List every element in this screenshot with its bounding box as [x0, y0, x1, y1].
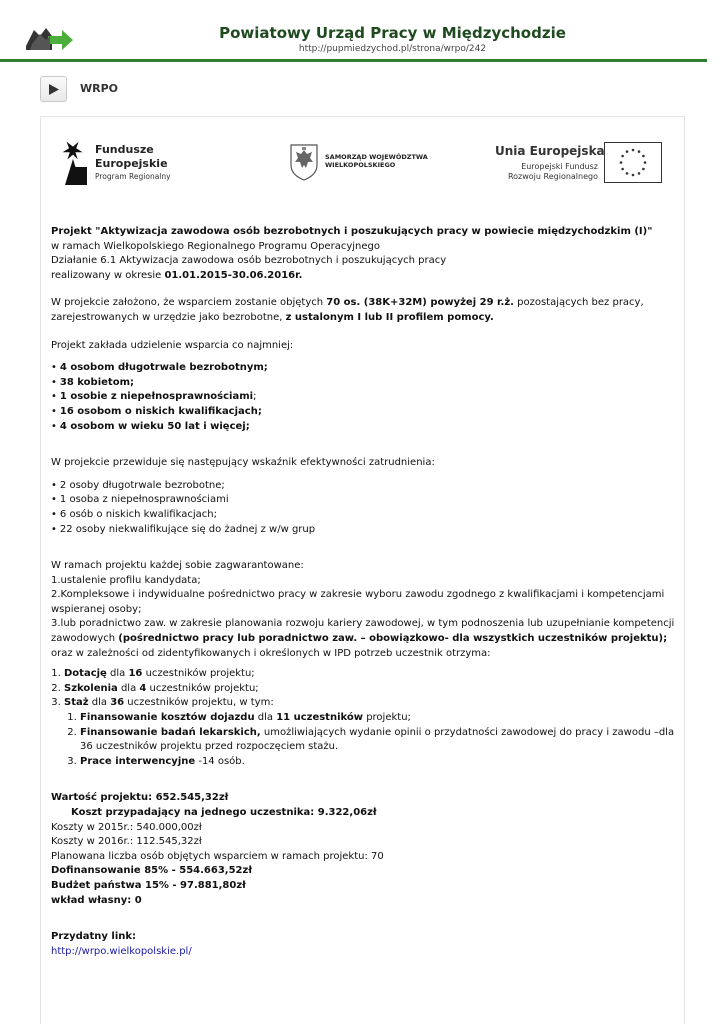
project-title: Projekt "Aktywizacja zawodowa osób bezrobotnych i poszukujących pracy w powiecie międzychodzkim (I)" [51, 226, 653, 237]
offer-count: 4 [139, 682, 147, 694]
support-intro: Projekt zakłada udzielenie wsparcia co najmniej: [51, 339, 294, 351]
list-item [80, 755, 681, 770]
guarantee-3 [51, 617, 681, 646]
sub-text: umożliwiających wydanie opinii o przydatności zawodowej do pracy i zawodu –dla 36 uczestników projektu przed rozpoczęciem stażu. [80, 726, 675, 753]
useful-link-label: Przydatny link: [51, 931, 137, 943]
offer-list [51, 667, 681, 769]
efficiency-list [51, 479, 681, 537]
samorzad-logo [289, 143, 428, 185]
sub-name: Finansowanie badań lekarskich, [80, 726, 261, 738]
support-item: 38 kobietom; [59, 376, 134, 388]
project-period [51, 269, 681, 284]
state-budget: Budżet państwa 15% - 97.881,80zł [51, 879, 246, 891]
sub-count: 11 uczestników [276, 712, 364, 724]
list-item [51, 493, 681, 508]
cost-per-participant: Koszt przypadający na jednego uczestnika: 9.322,06zł [71, 807, 377, 818]
site-url: http://pupmiedzychod.pl/strona/wrpo/242 [298, 44, 487, 54]
offer-text: uczestników projektu, w tym: [124, 697, 274, 709]
list-item [64, 667, 681, 682]
sub-name: Finansowanie kosztów dojazdu [80, 712, 255, 724]
page-header [0, 0, 725, 64]
internship-sublist [64, 711, 681, 769]
support-item: 4 osobom w wieku 50 lat i więcej; [59, 420, 250, 432]
list-item [64, 682, 681, 697]
own-contribution: wkład własny: 0 [51, 894, 142, 906]
header-divider [0, 59, 707, 62]
fe-subtitle: Program Regionalny [95, 172, 171, 181]
offer-text: dla [117, 682, 140, 694]
section-arrow-button[interactable] [40, 76, 67, 102]
support-list [51, 361, 681, 434]
samorzad-line1: SAMORZĄD WOJEWÓDZTWA [325, 153, 428, 161]
fe-line2: Europejskie [95, 157, 168, 170]
planned-participants: Planowana liczba osób objętych wsparciem w ramach projektu: 70 [51, 850, 384, 862]
support-suffix: ; [253, 391, 257, 403]
efficiency-item: 22 osoby niekwalifikujące się do żadnej z w/w grup [59, 523, 316, 535]
efficiency-intro: W projekcie przewiduje się następujący wskaźnik efektywności zatrudnienia: [51, 457, 435, 469]
list-item [80, 711, 681, 726]
ue-title: Unia Europejska [495, 144, 605, 158]
list-item [51, 361, 681, 376]
support-item: 16 osobom o niskich kwalifikacjach; [59, 405, 262, 417]
offer-text: dla [88, 697, 111, 709]
efficiency-item: 6 osób o niskich kwalifikacjach; [59, 508, 217, 520]
guarantee-3-bold: (pośrednictwo pracy lub poradnictwo zaw. – obowiązkowo- dla wszystkich uczestników projektu); [118, 633, 668, 645]
offer-name: Szkolenia [64, 682, 118, 694]
list-item [80, 726, 681, 755]
period-label: realizowany w okresie [51, 269, 165, 281]
list-item [51, 508, 681, 523]
list-item [51, 376, 681, 391]
samorzad-line2: WIELKOPOLSKIEGO [325, 161, 396, 169]
fe-star-icon [61, 139, 91, 185]
project-line2: w ramach Wielkopolskiego Regionalnego Programu Operacyjnego [51, 240, 380, 252]
cofinancing: Dofinansowanie 85% - 554.663,52zł [51, 865, 253, 877]
cost-2016: Koszty w 2016r.: 112.545,32zł [51, 836, 202, 848]
wrpo-link[interactable]: http://wrpo.wielkopolskie.pl/ [51, 945, 192, 957]
support-item: 4 osobom długotrwale bezrobotnym; [59, 362, 268, 374]
sub-text: projektu; [363, 712, 411, 724]
sub-text: -14 osób. [195, 755, 245, 767]
content-panel [40, 116, 685, 1024]
guarantee-2: 2.Kompleksowe i indywidualne pośrednictwo pracy w zakresie wyboru zawodu zgodnego z kwalifikacjami i kompetencjami wspieranej osoby; [51, 589, 665, 615]
logo-bar [41, 117, 686, 217]
article-body [51, 225, 681, 959]
sub-text: dla [254, 712, 277, 724]
period-value: 01.01.2015-30.06.2016r. [164, 269, 303, 281]
assumption-count: 70 os. (38K+32M) powyżej 29 r.ż. [326, 297, 514, 309]
assumption-text-d: zarejestrowanych w urzędzie jako bezrobotne, [51, 311, 286, 323]
guarantee-intro: W ramach projektu każdej sobie zagwarantowane: [51, 560, 304, 572]
offer-count: 36 [110, 697, 125, 709]
list-item [51, 420, 681, 435]
cost-2015: Koszty w 2015r.: 540.000,00zł [51, 821, 202, 833]
list-item [51, 390, 681, 405]
section-title: WRPO [80, 82, 119, 95]
project-line3: Działanie 6.1 Aktywizacja zawodowa osób bezrobotnych i poszukujących pracy [51, 255, 447, 267]
sub-name: Prace interwencyjne [80, 755, 196, 767]
offer-text: uczestników projektu; [142, 668, 255, 680]
list-item [51, 405, 681, 420]
ue-sub2: Rozwoju Regionalnego [507, 172, 598, 181]
efficiency-item: 2 osoby długotrwale bezrobotne; [59, 479, 225, 491]
unia-europejska-logo [491, 142, 667, 186]
assumption-text-c: pozostających bez pracy, [513, 297, 644, 309]
list-item [64, 696, 681, 769]
list-item [51, 479, 681, 494]
ue-sub1: Europejski Fundusz [521, 162, 598, 171]
offer-text: dla [106, 668, 129, 680]
offer-name: Staż [64, 697, 89, 709]
eagle-crest-icon [289, 143, 319, 181]
list-item [51, 523, 681, 538]
fundusze-europejskie-logo [61, 139, 171, 189]
offer-count: 16 [128, 668, 143, 680]
offer-text: uczestników projektu; [146, 682, 259, 694]
play-arrow-icon [49, 84, 59, 95]
efficiency-item: 1 osoba z niepełnosprawnościami [59, 494, 229, 506]
guarantee-1: 1.ustalenie profilu kandydata; [51, 574, 201, 586]
offer-name: Dotację [64, 668, 107, 680]
project-value: Wartość projektu: 652.545,32zł [51, 792, 229, 804]
fe-line1: Fundusze [95, 143, 154, 156]
site-title: Powiatowy Urząd Pracy w Międzychodzie [219, 24, 566, 42]
project-assumption [51, 296, 681, 325]
guarantee-4: oraz w zależności od zidentyfikowanych i określonych w IPD potrzeb uczestnik otrzyma: [51, 647, 491, 659]
site-logo-icon[interactable] [26, 22, 74, 56]
guarantee-3-text: 3.lub poradnictwo zaw. w zakresie planowania rozwoju kariery zawodowej, w tym podnoszenia lub uzupełnianie kompetencji zawodowych [51, 618, 675, 645]
assumption-profile: z ustalonym I lub II profilem pomocy. [285, 311, 494, 323]
support-item: 1 osobie z niepełnosprawnościami [59, 391, 254, 403]
eu-flag-icon [604, 142, 662, 183]
assumption-text-a: W projekcie założono, że wsparciem zostanie objętych [51, 297, 327, 309]
